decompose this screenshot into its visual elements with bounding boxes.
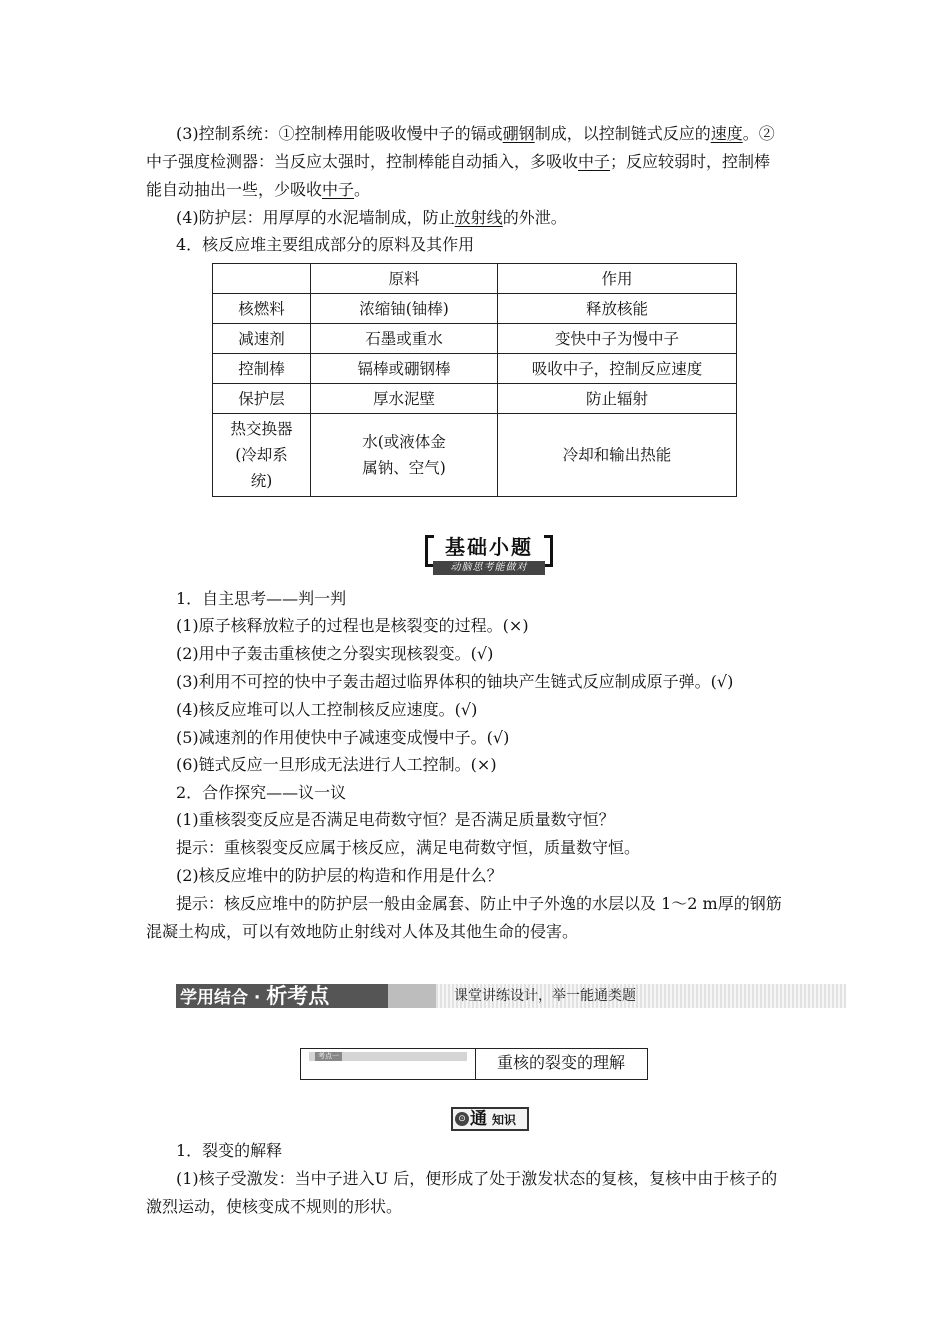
key-point-tag	[309, 1052, 467, 1061]
banner-title	[176, 984, 388, 1008]
control-system-line-1	[176, 122, 775, 146]
table-cell: 变快中子为慢中子	[498, 324, 737, 354]
cell-line: (冷却系	[235, 446, 288, 464]
discussion-hint-2-line-2: 混凝土构成，可以有效地防止射线对人体及其他生命的侵害。	[146, 922, 579, 941]
reactor-components-table	[212, 263, 737, 497]
control-system-line-3	[146, 178, 370, 202]
table-cell: 控制棒	[213, 354, 311, 384]
table-cell: 镉棒或硼钢棒	[311, 354, 498, 384]
table-cell: 减速剂	[213, 324, 311, 354]
key-point-box	[300, 1048, 648, 1080]
judge-item-4: (4)核反应堆可以人工控制核反应速度。(√)	[176, 700, 478, 719]
underlined-term: 速度	[710, 124, 743, 143]
table-cell: 防止辐射	[498, 384, 737, 414]
text-span: 中子强度检测器：当反应太强时，控制棒能自动插入，多吸收	[146, 152, 579, 171]
underlined-term: 放射线	[454, 208, 503, 227]
badge-subtitle: 动脑思考能做对	[433, 561, 545, 575]
text-span: 的外泄。	[502, 208, 567, 227]
table-row	[213, 384, 737, 414]
fission-heading: 1．裂变的解释	[176, 1141, 283, 1160]
exercise-heading-2: 2．合作探究——议一议	[176, 783, 347, 802]
section-heading-4: 4．核反应堆主要组成部分的原料及其作用	[176, 235, 475, 254]
badge-main-char: 通	[470, 1109, 487, 1129]
underlined-term: 中子	[578, 152, 611, 171]
cell-line: 属钠、空气)	[362, 459, 446, 477]
underlined-term: 中子	[322, 180, 355, 199]
table-cell: 石墨或重水	[311, 324, 498, 354]
cell-line: 水(或液体金	[362, 433, 446, 451]
bracket-decoration	[544, 535, 553, 567]
knowledge-badge	[451, 1107, 529, 1131]
table-header-cell	[213, 264, 311, 294]
table-header-cell: 作用	[498, 264, 737, 294]
table-cell: 核燃料	[213, 294, 311, 324]
discussion-question-2: (2)核反应堆中的防护层的构造和作用是什么？	[176, 866, 503, 885]
table-cell	[213, 414, 311, 497]
protective-layer-line	[176, 206, 567, 230]
text-span: ；反应较弱时，控制棒	[610, 152, 771, 171]
text-span: 能自动抽出一些，少吸收	[146, 180, 323, 199]
judge-item-5: (5)减速剂的作用使快中子减速变成慢中子。(√)	[176, 728, 510, 747]
text-span: 。②	[742, 124, 775, 143]
banner-slogan: 课堂讲练设计，举一能通类题	[454, 988, 636, 1004]
judge-item-3: (3)利用不可控的快中子轰击超过临界体积的铀块产生链式反应制成原子弹。(√)	[176, 672, 734, 691]
badge-title: 基础小题	[445, 535, 533, 559]
badge-sub-text: 知识	[492, 1113, 517, 1127]
fission-paragraph-line-2: 激烈运动，使核变成不规则的形状。	[146, 1197, 403, 1216]
table-cell: 保护层	[213, 384, 311, 414]
table-cell: 冷却和输出热能	[498, 414, 737, 497]
banner-title-emphasis: 析考点	[266, 984, 330, 1008]
key-point-tag-label: 考点一	[315, 1052, 342, 1061]
fission-paragraph-line-1: (1)核子受激发：当中子进入U 后，便形成了处于激发状态的复核，复核中由于核子的	[176, 1169, 778, 1188]
table-header-row	[213, 264, 737, 294]
divider	[475, 1049, 476, 1079]
text-span: (3)控制系统：①控制棒用能吸收慢中子的镉或	[176, 124, 503, 143]
underlined-term: 硼钢	[502, 124, 535, 143]
table-cell: 浓缩铀(铀棒)	[311, 294, 498, 324]
table-cell: 吸收中子，控制反应速度	[498, 354, 737, 384]
banner-decoration	[388, 984, 436, 1008]
table-cell: 释放核能	[498, 294, 737, 324]
section-banner	[176, 984, 846, 1008]
judge-item-6: (6)链式反应一旦形成无法进行人工控制。(×)	[176, 755, 497, 774]
cell-line: 热交换器	[230, 420, 293, 438]
table-cell: 厚水泥壁	[311, 384, 498, 414]
table-cell	[311, 414, 498, 497]
judge-item-1: (1)原子核释放粒子的过程也是核裂变的过程。(×)	[176, 616, 529, 635]
exercise-heading-1: 1．自主思考——判一判	[176, 589, 347, 608]
judge-item-2: (2)用中子轰击重核使之分裂实现核裂变。(√)	[176, 644, 494, 663]
discussion-question-1: (1)重核裂变反应是否满足电荷数守恒？是否满足质量数守恒？	[176, 810, 615, 829]
cell-line: 统)	[250, 472, 273, 490]
key-point-title: 重核的裂变的理解	[497, 1053, 626, 1072]
table-row	[213, 354, 737, 384]
table-header-cell: 原料	[311, 264, 498, 294]
control-system-line-2	[146, 150, 770, 174]
banner-title-part: 学用结合 ·	[180, 988, 267, 1008]
discussion-hint-1: 提示：重核裂变反应属于核反应，满足电荷数守恒，质量数守恒。	[176, 838, 641, 857]
basic-questions-badge	[425, 535, 553, 575]
table-row	[213, 294, 737, 324]
text-span: 。	[354, 180, 371, 199]
discussion-hint-2-line-1: 提示：核反应堆中的防护层一般由金属套、防止中子外逸的水层以及 1～2 m厚的钢筋	[176, 894, 782, 913]
table-row	[213, 414, 737, 497]
text-span: (4)防护层：用厚厚的水泥墙制成，防止	[176, 208, 455, 227]
target-icon: ⊙	[455, 1112, 469, 1126]
table-row	[213, 324, 737, 354]
text-span: 制成，以控制链式反应的	[534, 124, 711, 143]
